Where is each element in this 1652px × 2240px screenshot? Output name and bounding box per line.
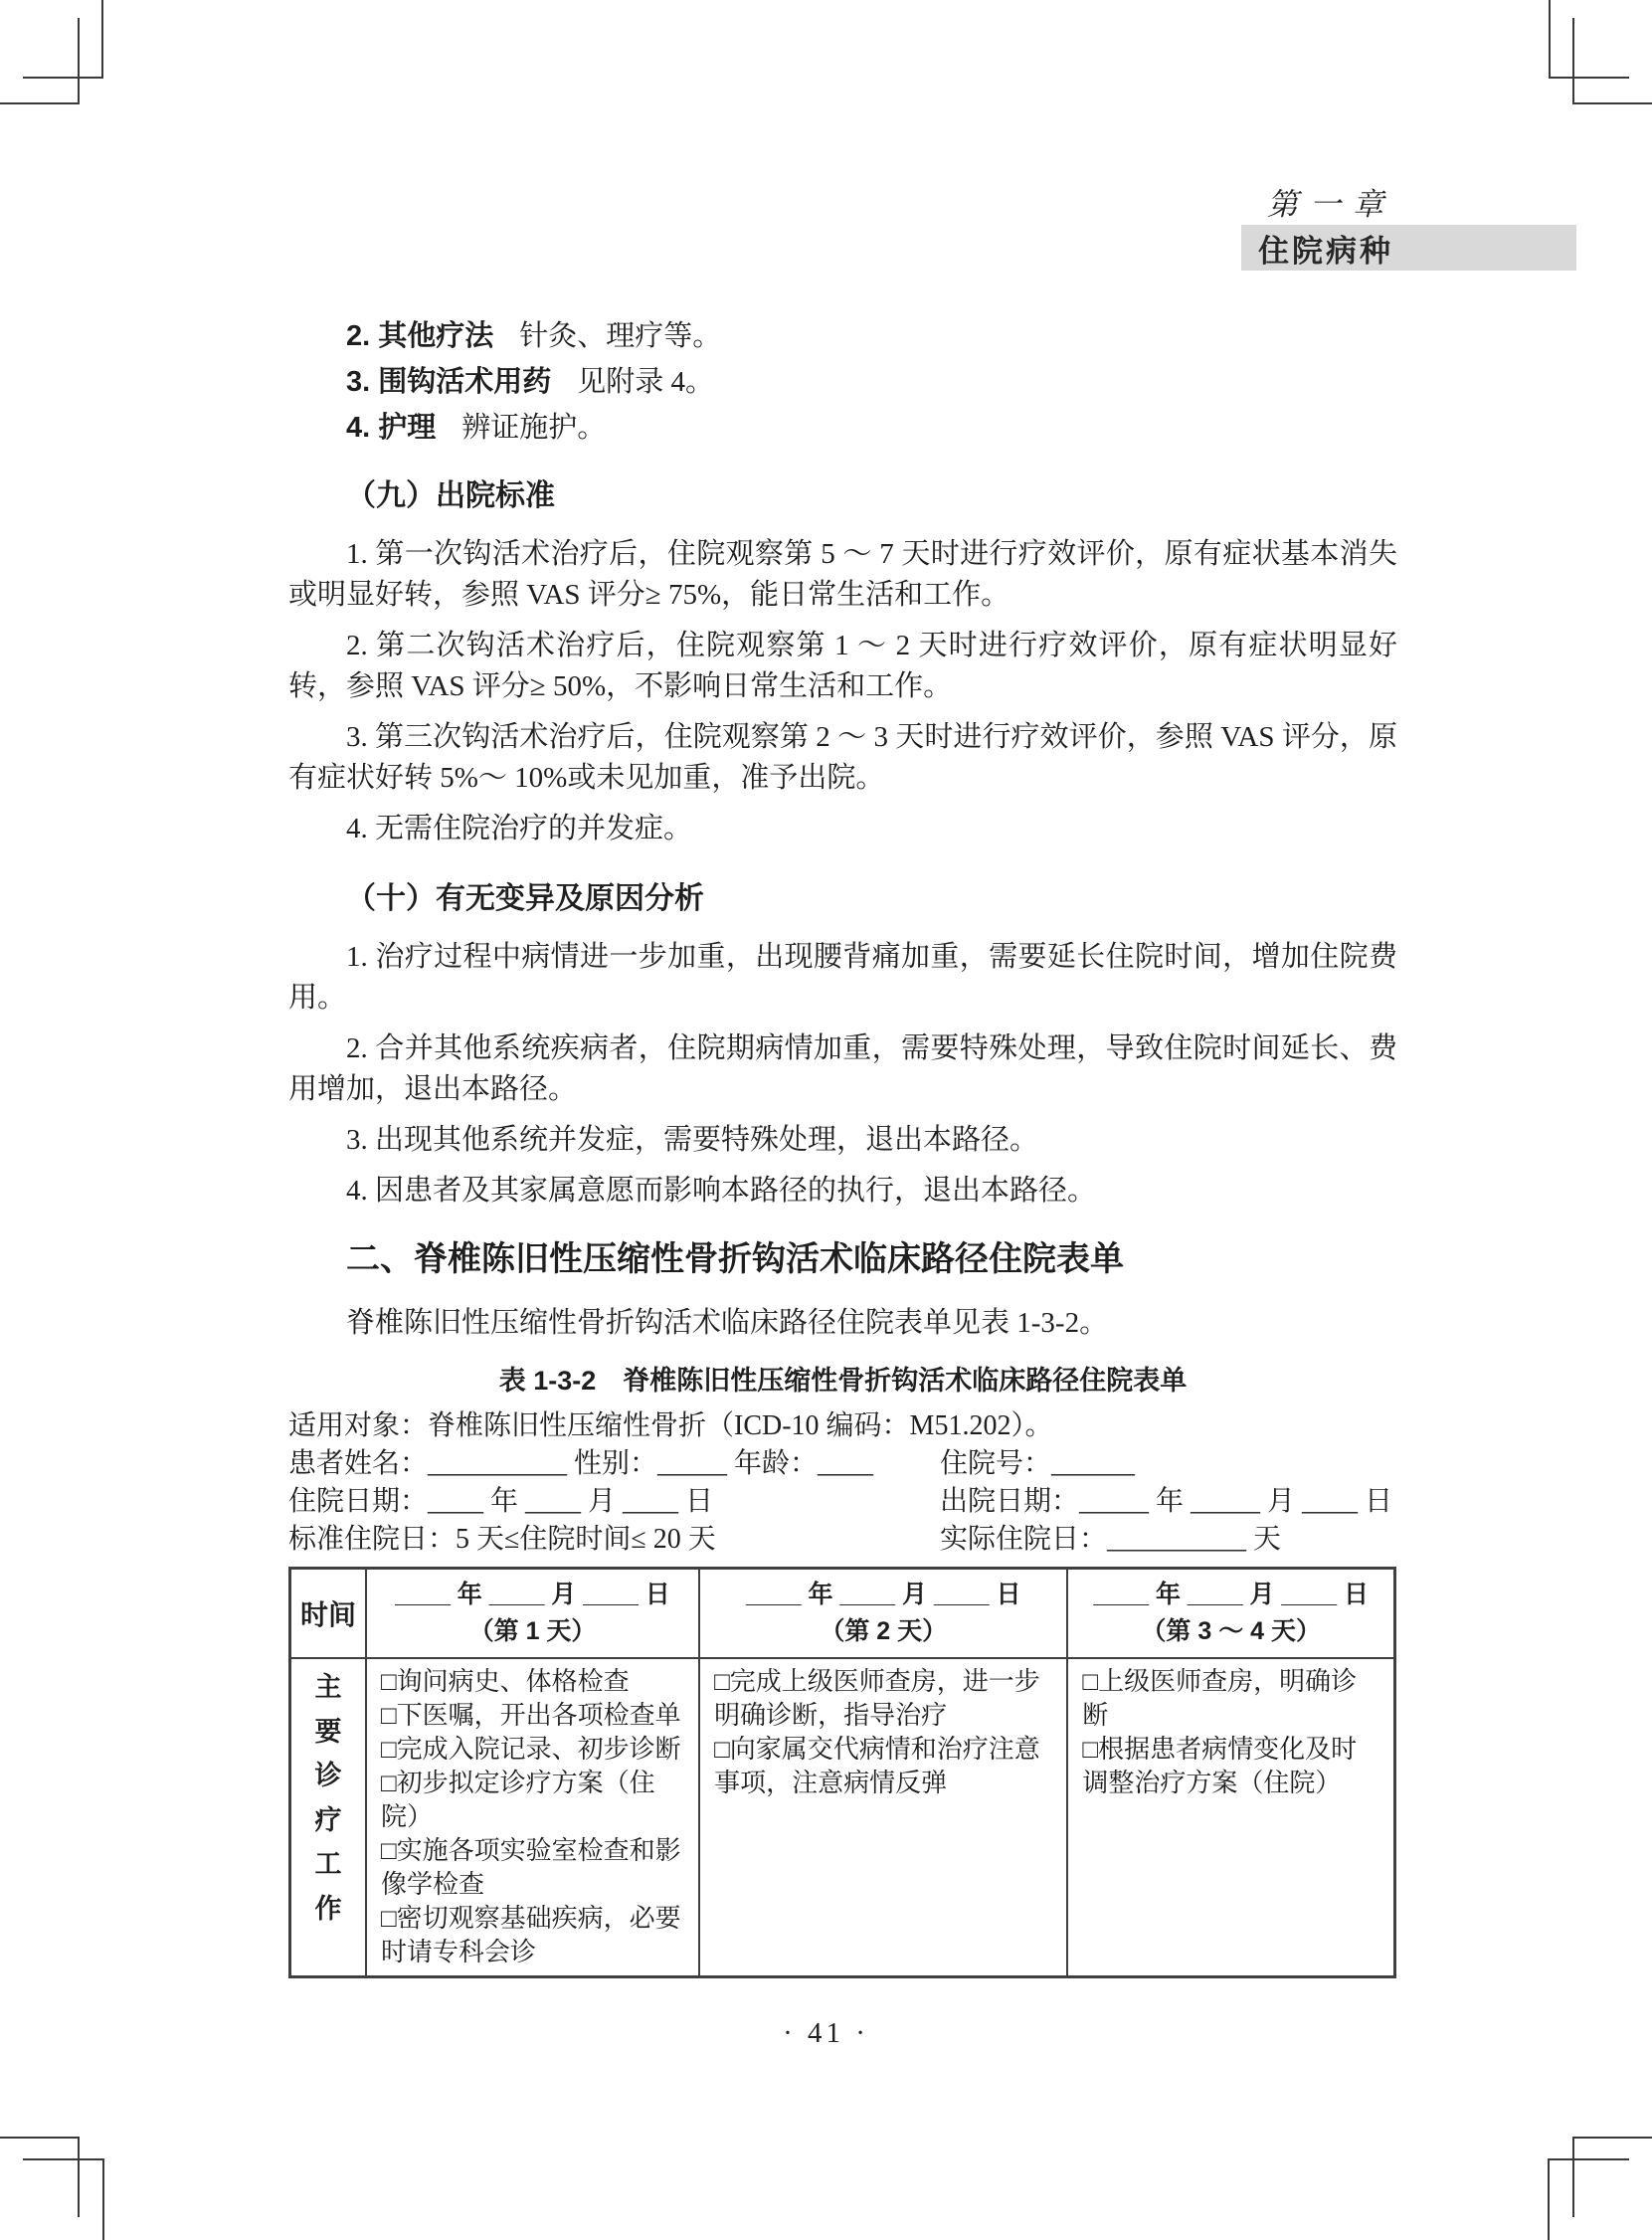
patient-name-field: 患者姓名：__________ 性别：_____ 年龄：____ [288,1448,874,1479]
standard-stay-field: 标准住院日：5 天≤住院时间≤ 20 天 [288,1524,716,1555]
day2-tasks-cell [699,1658,1067,1977]
table-header-row [290,1569,1395,1659]
admission-date-field: 住院日期：____ 年 ____ 月 ____ 日 [288,1486,714,1517]
table-caption: 表 1-3-2 脊椎陈旧性压缩性骨折钩活术临床路径住院表单 [498,1366,1188,1396]
time-header-cell: 时间 [290,1569,366,1659]
day2-label: （第 2 天） [820,1617,948,1645]
pathway-table [288,1567,1396,1978]
chapter-label: 第一章 [1267,187,1395,222]
applicable-target: 适用对象：脊椎陈旧性压缩性骨折（ICD-10 编码：M51.202）。 [288,1410,1053,1441]
vertical-char: 疗 [314,1804,342,1835]
paragraph: 1. 治疗过程中病情进一步加重，出现腰背痛加重，需要延长住院时间，增加住院费用。 [288,941,1397,1014]
actual-stay-field: 实际住院日：__________ 天 [940,1524,1282,1555]
info-line [288,1521,1397,1559]
paragraph: 3. 第三次钩活术治疗后，住院观察第 2 ～ 3 天时进行疗效评价，参照 VAS 评分，原有症状好转 5%～ 10%或未见加重，准予出院。 [288,721,1397,794]
crop-mark-bottom-right-inner [1548,2158,1629,2240]
list-item [288,359,1397,405]
main-work-vertical-label [292,1660,364,1931]
therapy-list [288,313,1397,451]
main-work-label-cell [290,1658,366,1977]
day3-4-header-cell [1067,1569,1394,1659]
section-discharge-heading: （九）出院标准 [346,479,555,512]
day3-4-tasks-cell [1067,1658,1394,1977]
vertical-char: 作 [314,1893,342,1924]
checklist-item: □下医嘱，开出各项检查单 [380,1701,681,1730]
checklist-item: □完成上级医师查房，进一步明确诊断，指导治疗 [714,1667,1040,1730]
form-sheet-intro: 脊椎陈旧性压缩性骨折钩活术临床路径住院表单见表 1-3-2。 [346,1307,1109,1339]
crop-mark-bottom-left-inner [23,2158,104,2240]
chapter-banner-title: 住院病种 [1258,233,1393,269]
main-work-row [290,1658,1395,1977]
info-line [288,1445,1397,1483]
vertical-char: 工 [314,1849,342,1880]
list-item-text: 针灸、理疗等。 [519,320,722,352]
patient-info-block [288,1407,1397,1559]
discharge-date-field: 出院日期：_____ 年 _____ 月 ____ 日 [940,1486,1393,1517]
vertical-char: 要 [314,1716,342,1747]
checklist-item: □完成入院记录、初步诊断 [380,1735,681,1764]
list-item-label: 2. 其他疗法 [346,320,494,352]
info-line [288,1483,1397,1521]
checklist-item: □初步拟定诊疗方案（住院） [380,1769,655,1831]
section-form-sheet-heading: 二、脊椎陈旧性压缩性骨折钩活术临床路径住院表单 [346,1240,1124,1278]
paragraph: 2. 合并其他系统疾病者，住院期病情加重，需要特殊处理，导致住院时间延长、费用增加，退出本路径。 [288,1032,1397,1105]
page-content [288,313,1397,1978]
day2-date-line: ____ 年 ____ 月 ____ 日 [745,1581,1021,1608]
page-number: · 41 · [783,2017,869,2049]
day1-header-cell [366,1569,699,1659]
day3-4-date-line: ____ 年 ____ 月 ____ 日 [1093,1581,1369,1608]
admission-number-field: 住院号：______ [940,1448,1136,1479]
section-variation-heading: （十）有无变异及原因分析 [346,882,704,915]
info-line-applicable [288,1407,1397,1445]
checklist-item: □向家属交代病情和治疗注意事项，注意病情反弹 [714,1735,1040,1797]
checklist-item: □密切观察基础疾病，必要时请专科会诊 [380,1904,681,1966]
paragraph: 3. 出现其他系统并发症，需要特殊处理，退出本路径。 [346,1124,1039,1156]
paragraph: 2. 第二次钩活术治疗后，住院观察第 1 ～ 2 天时进行疗效评价，原有症状明显好转，参照 VAS 评分≥ 50%，不影响日常生活和工作。 [288,630,1397,702]
list-item [288,313,1397,359]
list-item-text: 辨证施护。 [461,412,607,444]
checklist-item: □实施各项实验室检查和影像学检查 [380,1836,681,1899]
day1-label: （第 1 天） [468,1617,597,1645]
list-item-text: 见附录 4。 [577,366,715,398]
crop-mark-top-left-inner [0,18,80,104]
day3-4-label: （第 3 ～ 4 天） [1141,1617,1321,1645]
vertical-char: 主 [314,1672,342,1703]
paragraph: 4. 因患者及其家属意愿而影响本路径的执行，退出本路径。 [346,1175,1097,1207]
list-item [288,405,1397,451]
vertical-char: 诊 [314,1761,342,1791]
chapter-banner [1241,225,1576,271]
checklist-item: □上级医师查房，明确诊断 [1082,1667,1358,1730]
list-item-label: 3. 围钩活术用药 [346,366,552,398]
paragraph: 1. 第一次钩活术治疗后，住院观察第 5 ～ 7 天时进行疗效评价，原有症状基本消失或明显好转，参照 VAS 评分≥ 75%，能日常生活和工作。 [288,538,1397,611]
paragraph: 4. 无需住院治疗的并发症。 [346,813,693,844]
day1-date-line: ____ 年 ____ 月 ____ 日 [395,1581,670,1608]
day1-tasks-cell [366,1658,699,1977]
checklist-item: □询问病史、体格检查 [380,1667,630,1696]
day2-header-cell [699,1569,1067,1659]
crop-mark-top-right-inner [1572,18,1652,104]
checklist-item: □根据患者病情变化及时调整治疗方案（住院） [1082,1735,1358,1797]
list-item-label: 4. 护理 [346,412,437,444]
